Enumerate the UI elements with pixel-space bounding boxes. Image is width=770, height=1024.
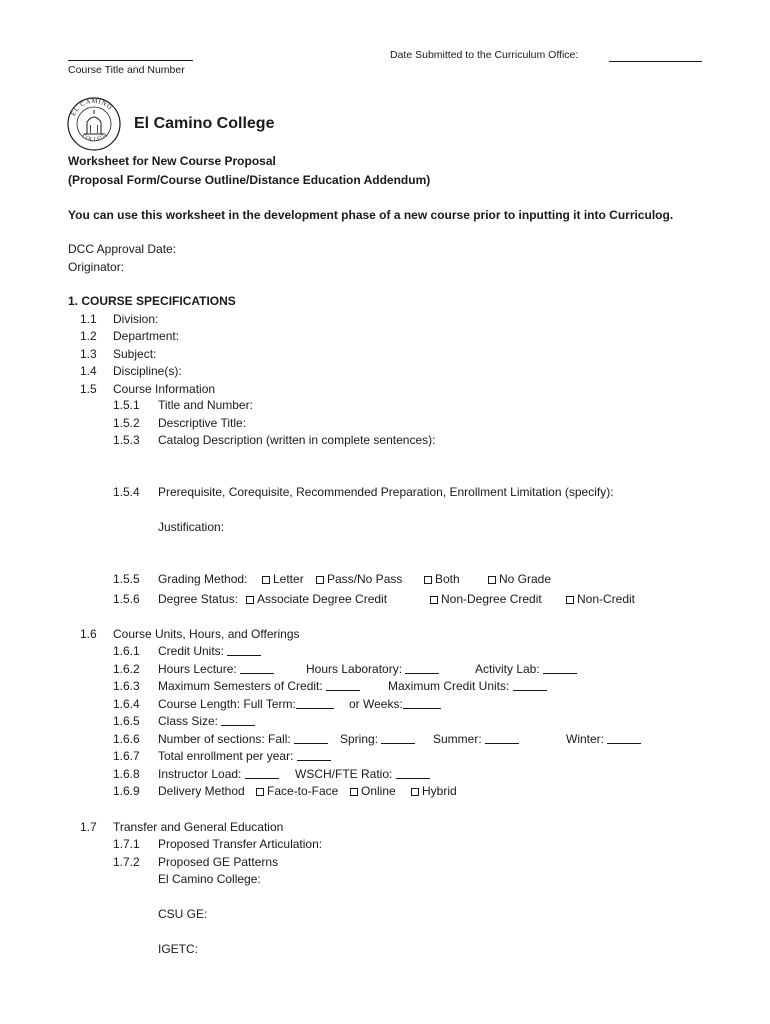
checkbox-icon[interactable] [488,576,496,584]
subitem-number: 1.6.7 [113,749,140,763]
subitem-number: 1.6.8 [113,767,140,781]
max-semesters-field[interactable] [158,679,360,693]
field-label: Activity Lab: [475,662,540,676]
field-label: Instructor Load: [158,767,242,781]
full-term-field[interactable] [158,697,334,711]
subitem-number: 1.5.2 [113,416,140,430]
descriptive-title-label: Descriptive Title: [158,416,247,430]
hours-lecture-field[interactable] [158,662,274,676]
division-label: Division: [113,312,159,326]
hours-laboratory-field[interactable] [306,662,439,676]
subitem-number: 1.5.3 [113,433,140,447]
degree-associate-option[interactable] [246,592,387,606]
option-label: Hybrid [422,784,457,798]
option-label: Online [361,784,396,798]
wsch-fte-field[interactable] [295,767,430,781]
department-label: Department: [113,329,180,343]
credit-units-field[interactable] [158,644,261,658]
checkbox-icon[interactable] [430,596,438,604]
svg-text:COLLEGE [81,132,110,143]
subitem-number: 1.5.6 [113,592,140,606]
delivery-hybrid-option[interactable] [411,784,457,798]
item-number: 1.2 [80,329,97,343]
grading-method-label: Grading Method: [158,572,248,586]
field-label: Hours Laboratory: [306,662,403,676]
sections-summer-field[interactable] [433,732,519,746]
option-label: Pass/No Pass [327,572,403,586]
item-number: 1.6 [80,627,97,641]
option-label: Non-Degree Credit [441,592,542,606]
subitem-number: 1.5.1 [113,398,140,412]
item-number: 1.5 [80,382,97,396]
degree-status-label: Degree Status: [158,592,239,606]
degree-non-credit-option[interactable] [566,592,635,606]
intro-text: You can use this worksheet in the development phase of a new course prior to inputting it into Curriculog. [68,208,674,222]
field-label: Class Size: [158,714,219,728]
item-number: 1.1 [80,312,97,326]
prerequisite-label: Prerequisite, Corequisite, Recommended Preparation, Enrollment Limitation (specify): [158,485,614,499]
grading-no-grade-option[interactable] [488,572,551,586]
sections-spring-field[interactable] [340,732,415,746]
subitem-number: 1.6.6 [113,732,140,746]
catalog-description-label: Catalog Description (written in complete sentences): [158,433,436,447]
field-label: Summer: [433,732,482,746]
dcc-approval-label: DCC Approval Date: [68,242,177,256]
field-label: or Weeks: [349,697,403,711]
transfer-ge-label: Transfer and General Education [113,820,284,834]
title-number-label: Title and Number: [158,398,253,412]
item-number: 1.4 [80,364,97,378]
option-label: Face-to-Face [267,784,339,798]
max-credit-units-field[interactable] [388,679,547,693]
course-information-label: Course Information [113,382,216,396]
transfer-articulation-label: Proposed Transfer Articulation: [158,837,323,851]
sections-winter-field[interactable] [566,732,641,746]
option-label: Non-Credit [577,592,636,606]
subitem-number: 1.6.3 [113,679,140,693]
checkbox-icon[interactable] [350,788,358,796]
page-title: Worksheet for New Course Proposal [68,154,276,168]
degree-non-degree-option[interactable] [430,592,542,606]
college-seal-logo [66,96,122,152]
field-label: Winter: [566,732,605,746]
course-title-line[interactable] [68,60,193,61]
subitem-number: 1.6.1 [113,644,140,658]
item-number: 1.7 [80,820,97,834]
option-label: Letter [273,572,304,586]
subitem-number: 1.5.5 [113,572,140,586]
subitem-number: 1.6.2 [113,662,140,676]
field-label: Number of sections: Fall: [158,732,291,746]
subitem-number: 1.6.5 [113,714,140,728]
date-submitted-label: Date Submitted to the Curriculum Office: [390,49,579,61]
csu-ge-label: CSU GE: [158,907,208,921]
originator-label: Originator: [68,260,125,274]
checkbox-icon[interactable] [246,596,254,604]
item-number: 1.3 [80,347,97,361]
field-label: Total enrollment per year: [158,749,294,763]
section-title: 1. COURSE SPECIFICATIONS [68,294,236,308]
subject-label: Subject: [113,347,157,361]
college-name: El Camino College [134,115,275,132]
total-enrollment-field[interactable] [158,749,331,763]
field-label: Spring: [340,732,379,746]
checkbox-icon[interactable] [411,788,419,796]
checkbox-icon[interactable] [262,576,270,584]
option-label: Associate Degree Credit [257,592,388,606]
delivery-face-to-face-option[interactable] [256,784,338,798]
field-label: Maximum Credit Units: [388,679,510,693]
field-label: Hours Lecture: [158,662,237,676]
subitem-number: 1.5.4 [113,485,140,499]
seal-text-top: EL CAMINO [69,97,114,118]
checkbox-icon[interactable] [316,576,324,584]
units-hours-offerings-label: Course Units, Hours, and Offerings [113,627,300,641]
instructor-load-field[interactable] [158,767,279,781]
option-label: No Grade [499,572,552,586]
subitem-number: 1.7.2 [113,855,140,869]
weeks-field[interactable] [349,697,441,711]
activity-lab-field[interactable] [475,662,577,676]
subitem-number: 1.7.1 [113,837,140,851]
date-submitted-line[interactable] [609,61,702,62]
option-label: Both [435,572,460,586]
ecc-ge-label: El Camino College: [158,872,261,886]
subitem-number: 1.6.4 [113,697,140,711]
sections-fall-field[interactable] [158,732,328,746]
seal-text-bottom: COLLEGE [80,131,110,144]
field-label: Credit Units: [158,644,225,658]
justification-label: Justification: [158,520,225,534]
field-label: Course Length: Full Term: [158,697,296,711]
igetc-label: IGETC: [158,942,199,956]
field-label: Maximum Semesters of Credit: [158,679,323,693]
ge-patterns-label: Proposed GE Patterns [158,855,279,869]
checkbox-icon[interactable] [566,596,574,604]
checkbox-icon[interactable] [424,576,432,584]
disciplines-label: Discipline(s): [113,364,182,378]
delivery-online-option[interactable] [350,784,396,798]
grading-letter-option[interactable] [262,572,304,586]
checkbox-icon[interactable] [256,788,264,796]
delivery-method-label: Delivery Method [158,784,245,798]
class-size-field[interactable] [158,714,255,728]
grading-pass-nopass-option[interactable] [316,572,402,586]
field-label: WSCH/FTE Ratio: [295,767,393,781]
subitem-number: 1.6.9 [113,784,140,798]
course-title-label: Course Title and Number [68,64,185,76]
page-subtitle: (Proposal Form/Course Outline/Distance Education Addendum) [68,173,431,187]
grading-both-option[interactable] [424,572,460,586]
